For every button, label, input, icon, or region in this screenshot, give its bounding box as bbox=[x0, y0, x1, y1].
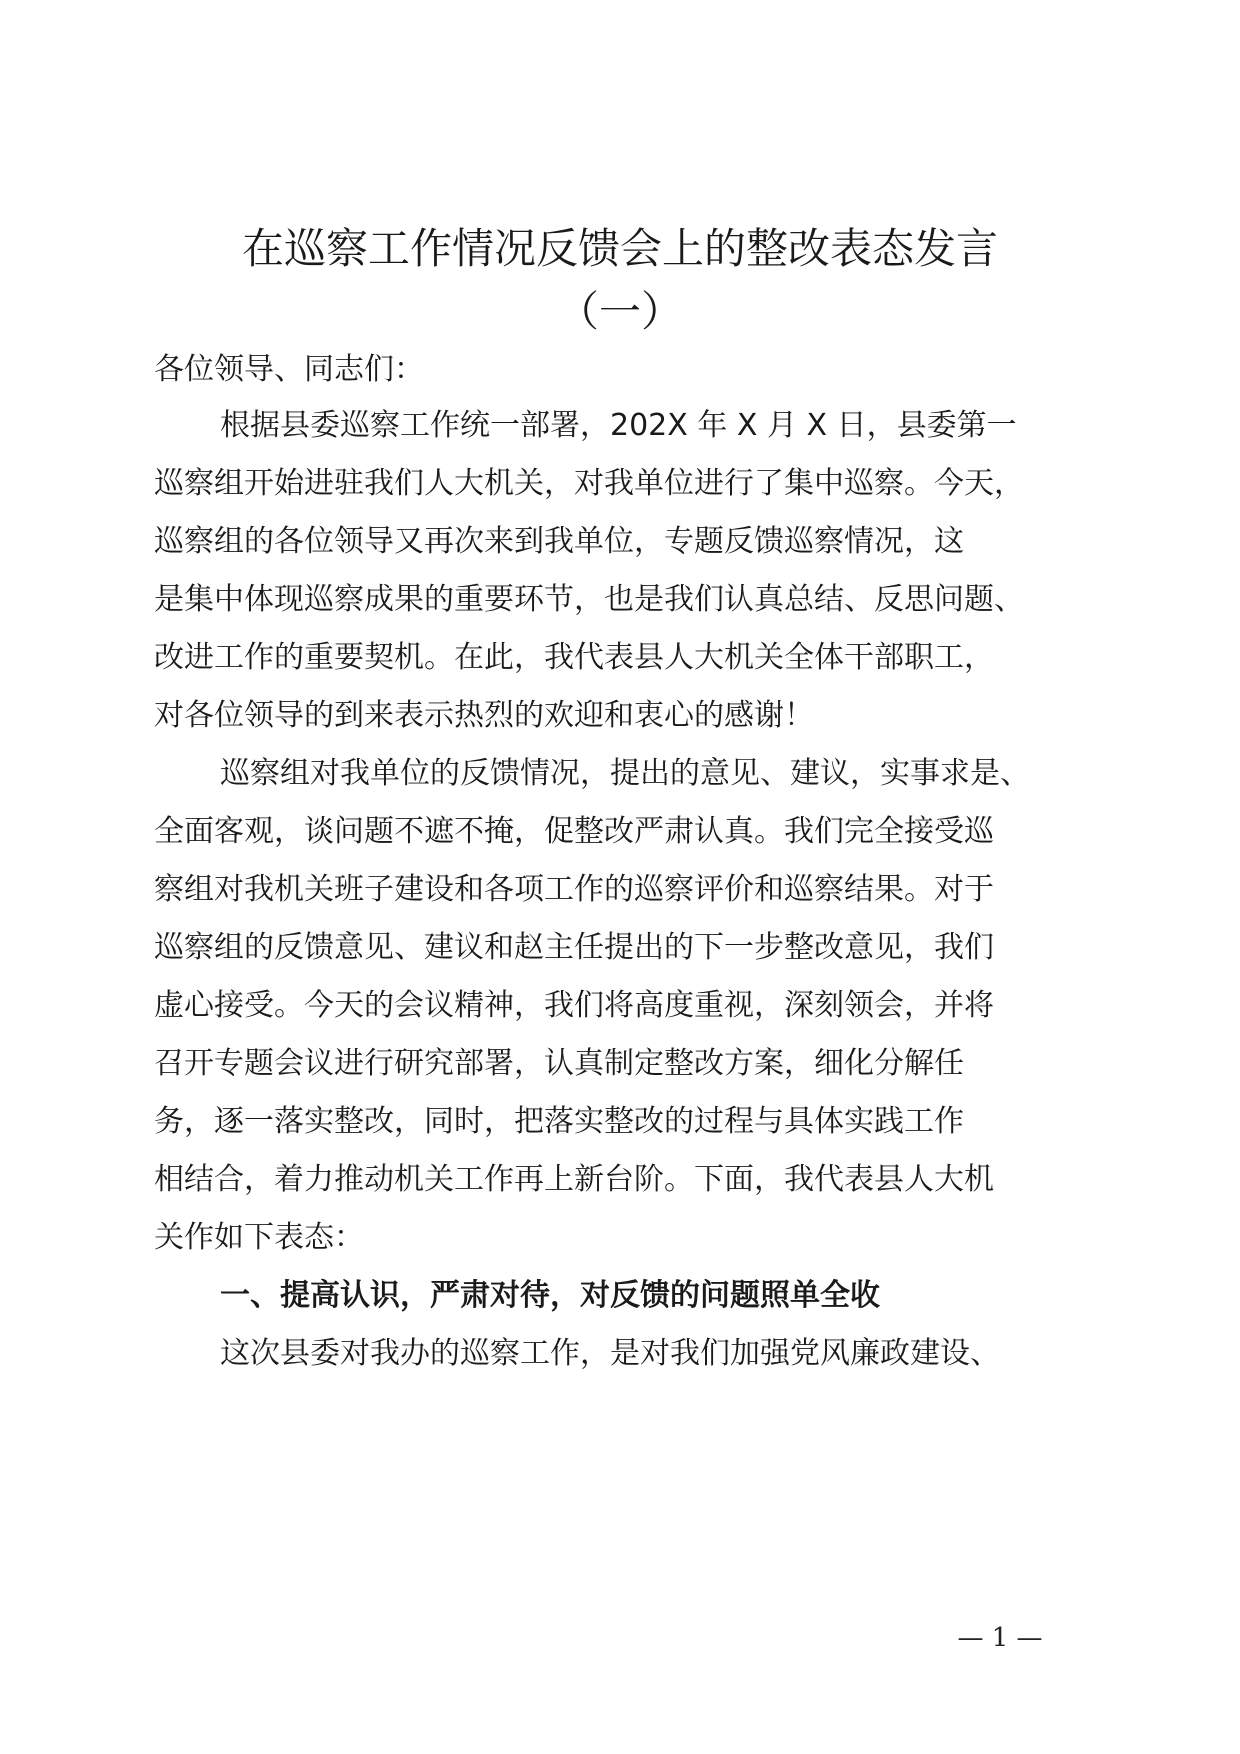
paragraph-line: 虚心接受。今天的会议精神，我们将高度重视，深刻领会，并将 bbox=[154, 988, 994, 1023]
paragraph-line: 相结合，着力推动机关工作再上新台阶。下面，我代表县人大机 bbox=[154, 1162, 994, 1197]
section-heading: 一、提高认识，严肃对待，对反馈的问题照单全收 bbox=[220, 1278, 880, 1313]
paragraph-line: 对各位领导的到来表示热烈的欢迎和衷心的感谢！ bbox=[154, 698, 814, 733]
paragraph-line: 改进工作的重要契机。在此，我代表县人大机关全体干部职工， bbox=[154, 640, 994, 675]
paragraph-line: 这次县委对我办的巡察工作，是对我们加强党风廉政建设、 bbox=[220, 1336, 1000, 1371]
paragraph-line: 关作如下表态： bbox=[154, 1220, 364, 1255]
paragraph-line: 全面客观，谈问题不遮不掩，促整改严肃认真。我们完全接受巡 bbox=[154, 814, 994, 849]
salutation: 各位领导、同志们： bbox=[154, 352, 424, 387]
paragraph-line: 察组对我机关班子建设和各项工作的巡察评价和巡察结果。对于 bbox=[154, 872, 994, 907]
paragraph-line: 是集中体现巡察成果的重要环节，也是我们认真总结、反思问题、 bbox=[154, 582, 1024, 617]
paragraph-line: 巡察组的各位领导又再次来到我单位，专题反馈巡察情况，这 bbox=[154, 524, 964, 559]
document-title: 在巡察工作情况反馈会上的整改表态发言 bbox=[241, 224, 998, 273]
paragraph-line: 召开专题会议进行研究部署，认真制定整改方案，细化分解任 bbox=[154, 1046, 964, 1081]
paragraph-line: 务，逐一落实整改，同时，把落实整改的过程与具体实践工作 bbox=[154, 1104, 964, 1139]
paragraph-line: 巡察组对我单位的反馈情况，提出的意见、建议，实事求是、 bbox=[220, 756, 1030, 791]
document-title-number: （一） bbox=[556, 287, 683, 336]
paragraph-line: 巡察组的反馈意见、建议和赵主任提出的下一步整改意见，我们 bbox=[154, 930, 994, 965]
page-number: — 1 — bbox=[957, 1623, 1043, 1653]
paragraph-line: 根据县委巡察工作统一部署，202X 年 X 月 X 日，县委第一 bbox=[220, 408, 1017, 443]
paragraph-line: 巡察组开始进驻我们人大机关，对我单位进行了集中巡察。今天， bbox=[154, 466, 1024, 501]
